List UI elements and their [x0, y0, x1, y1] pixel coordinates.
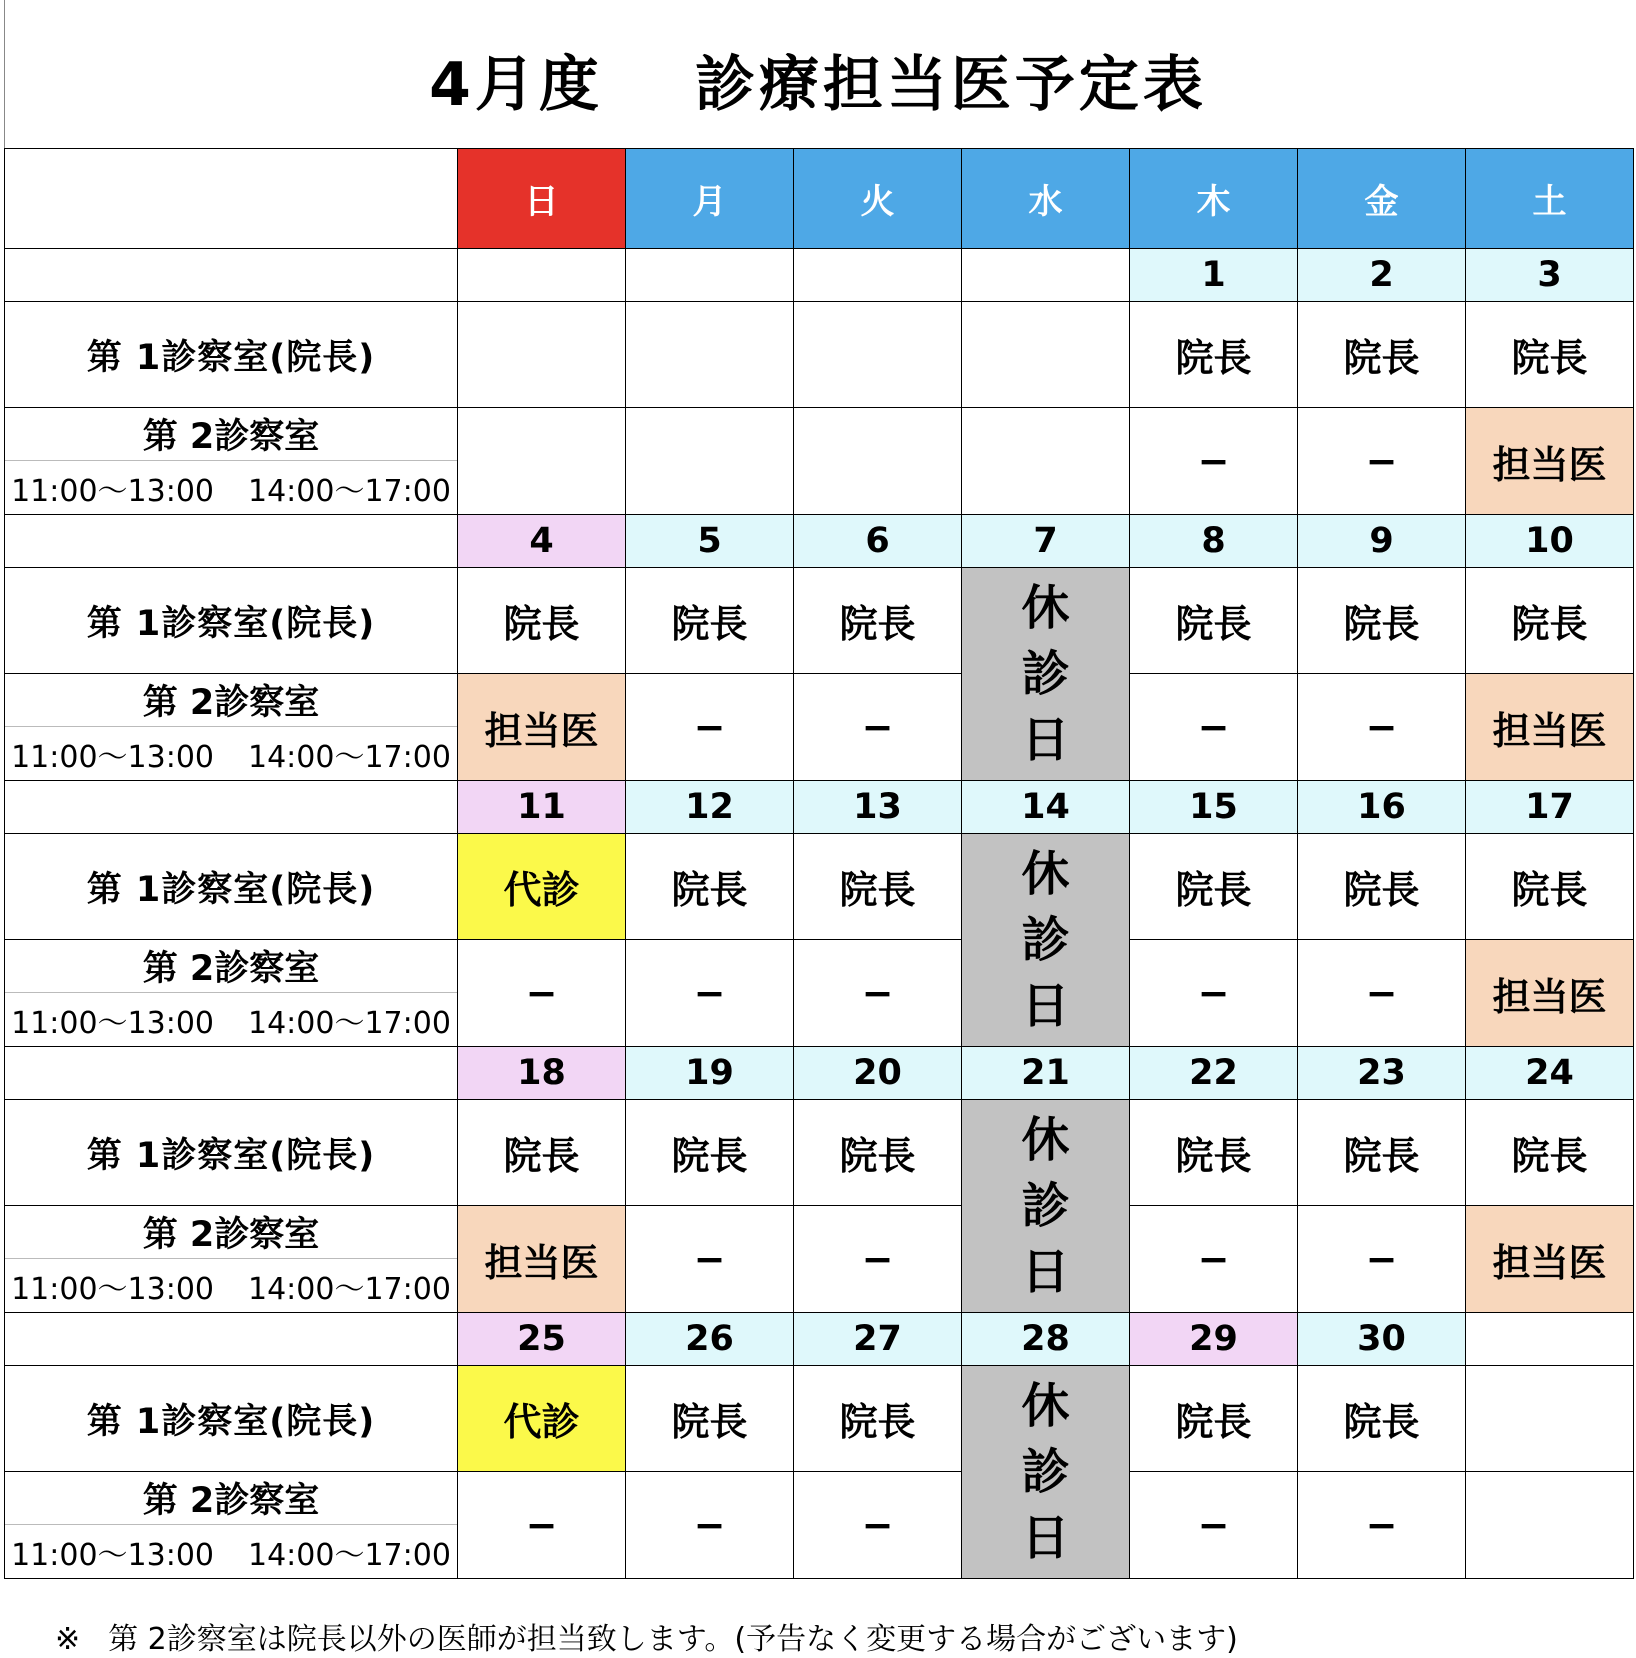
room2-cell: − [1298, 408, 1466, 515]
room2-cell: − [794, 940, 962, 1047]
room2-cell [458, 408, 626, 515]
room2-cell: − [1130, 674, 1298, 781]
closed-day-char: 休 [1021, 1378, 1070, 1434]
room2-cell: − [626, 940, 794, 1047]
date-cell [1466, 1313, 1634, 1366]
closed-day-char: 診 [1021, 1178, 1070, 1234]
date-cell [458, 249, 626, 302]
hours-pm: 14:00〜17:00 [248, 1005, 451, 1041]
date-cell: 17 [1466, 781, 1634, 834]
date-cell: 24 [1466, 1047, 1634, 1100]
room2-cell: − [794, 1206, 962, 1313]
room2-hours [5, 1525, 457, 1578]
room2-cell: − [626, 674, 794, 781]
footnote-text: 第 2診察室は院長以外の医師が担当致します。(予告なく変更する場合がございます) [108, 1622, 1238, 1657]
room2-label [5, 408, 458, 515]
room2-cell: − [1298, 940, 1466, 1047]
closed-day-char: 休 [1021, 846, 1070, 902]
room1-cell: 院長 [1298, 568, 1466, 674]
title-month: 4月度 [429, 50, 603, 120]
room2-name: 第 2診察室 [5, 940, 457, 993]
room1-label: 第 1診察室(院長) [5, 834, 458, 940]
room2-cell: − [1130, 1206, 1298, 1313]
room2-cell: 担当医 [1466, 1206, 1634, 1313]
date-cell: 28 [962, 1313, 1130, 1366]
footnote [55, 1614, 1238, 1658]
room1-cell [962, 302, 1130, 408]
hours-pm: 14:00〜17:00 [248, 1537, 451, 1573]
weekday-header-sat: 土 [1466, 149, 1634, 249]
room2-cell: − [458, 1472, 626, 1579]
closed-day-char: 休 [1021, 1112, 1070, 1168]
room1-cell: 院長 [1298, 302, 1466, 408]
room2-cell: 担当医 [1466, 940, 1634, 1047]
weekday-header-wed: 水 [962, 149, 1130, 249]
hours-pm: 14:00〜17:00 [248, 473, 451, 509]
weekday-header-fri: 金 [1298, 149, 1466, 249]
room1-cell: 院長 [626, 834, 794, 940]
room2-label [5, 1206, 458, 1313]
weekday-header-mon: 月 [626, 149, 794, 249]
room1-cell: 院長 [1298, 1366, 1466, 1472]
room1-label: 第 1診察室(院長) [5, 302, 458, 408]
closed-day-char: 休 [1021, 580, 1070, 636]
room1-cell: 院長 [1466, 302, 1634, 408]
closed-day-char: 診 [1021, 1444, 1070, 1500]
date-cell: 6 [794, 515, 962, 568]
room1-cell: 院長 [626, 1366, 794, 1472]
room2-cell: − [1130, 408, 1298, 515]
date-cell: 25 [458, 1313, 626, 1366]
closed-day-char: 日 [1021, 1244, 1070, 1300]
hours-am: 11:00〜13:00 [11, 473, 214, 509]
room2-cell: − [1130, 1472, 1298, 1579]
room1-cell: 院長 [1298, 834, 1466, 940]
closed-day-cell [962, 1366, 1130, 1579]
date-cell: 12 [626, 781, 794, 834]
schedule-table [4, 148, 1634, 1579]
room1-cell: 院長 [1466, 1100, 1634, 1206]
date-cell [794, 249, 962, 302]
room2-cell [1466, 1472, 1634, 1579]
room2-cell: − [458, 940, 626, 1047]
room1-cell: 院長 [794, 1366, 962, 1472]
date-row-label [5, 515, 458, 568]
room1-cell: 院長 [1466, 834, 1634, 940]
room2-label [5, 940, 458, 1047]
date-cell: 16 [1298, 781, 1466, 834]
weekday-header-tue: 火 [794, 149, 962, 249]
date-cell: 5 [626, 515, 794, 568]
room1-cell [626, 302, 794, 408]
date-cell: 8 [1130, 515, 1298, 568]
room2-cell [962, 408, 1130, 515]
room2-cell [794, 408, 962, 515]
date-cell: 20 [794, 1047, 962, 1100]
weekday-header-sun: 日 [458, 149, 626, 249]
date-cell: 30 [1298, 1313, 1466, 1366]
room2-name: 第 2診察室 [5, 674, 457, 727]
room2-cell: 担当医 [458, 1206, 626, 1313]
room1-label: 第 1診察室(院長) [5, 1100, 458, 1206]
date-cell: 9 [1298, 515, 1466, 568]
hours-am: 11:00〜13:00 [11, 1005, 214, 1041]
weekday-header-thu: 木 [1130, 149, 1298, 249]
room2-name: 第 2診察室 [5, 1206, 457, 1259]
room1-cell: 院長 [458, 1100, 626, 1206]
room2-hours [5, 727, 457, 780]
date-cell: 7 [962, 515, 1130, 568]
room1-cell: 院長 [1466, 568, 1634, 674]
closed-day-char: 診 [1021, 912, 1070, 968]
closed-day-cell [962, 1100, 1130, 1313]
date-cell: 4 [458, 515, 626, 568]
room1-cell [794, 302, 962, 408]
room1-cell: 院長 [794, 568, 962, 674]
page-title [0, 30, 1636, 130]
room2-name: 第 2診察室 [5, 408, 457, 461]
room2-cell: − [626, 1472, 794, 1579]
room1-cell [458, 302, 626, 408]
room2-name: 第 2診察室 [5, 1472, 457, 1525]
closed-day-char: 診 [1021, 646, 1070, 702]
date-cell [626, 249, 794, 302]
room2-cell: − [794, 674, 962, 781]
date-cell: 19 [626, 1047, 794, 1100]
room2-cell: − [1298, 1206, 1466, 1313]
room1-cell: 院長 [1130, 834, 1298, 940]
room1-label: 第 1診察室(院長) [5, 1366, 458, 1472]
date-row-label [5, 1047, 458, 1100]
date-cell: 23 [1298, 1047, 1466, 1100]
date-cell: 13 [794, 781, 962, 834]
room2-hours [5, 461, 457, 514]
date-cell: 15 [1130, 781, 1298, 834]
date-row-label [5, 781, 458, 834]
room1-cell: 院長 [1130, 568, 1298, 674]
date-cell: 11 [458, 781, 626, 834]
date-cell: 14 [962, 781, 1130, 834]
room1-cell: 院長 [1298, 1100, 1466, 1206]
hours-pm: 14:00〜17:00 [248, 1271, 451, 1307]
closed-day-char: 日 [1021, 712, 1070, 768]
room1-cell: 院長 [1130, 302, 1298, 408]
room1-cell [1466, 1366, 1634, 1472]
hours-pm: 14:00〜17:00 [248, 739, 451, 775]
date-cell: 27 [794, 1313, 962, 1366]
room2-cell [626, 408, 794, 515]
room2-cell: 担当医 [1466, 408, 1634, 515]
room2-cell: − [794, 1472, 962, 1579]
room1-cell: 院長 [1130, 1100, 1298, 1206]
hours-am: 11:00〜13:00 [11, 1271, 214, 1307]
date-cell: 22 [1130, 1047, 1298, 1100]
header-corner [5, 149, 458, 249]
hours-am: 11:00〜13:00 [11, 1537, 214, 1573]
room1-label: 第 1診察室(院長) [5, 568, 458, 674]
room2-label [5, 674, 458, 781]
footnote-mark: ※ [55, 1622, 81, 1657]
room1-cell: 院長 [1130, 1366, 1298, 1472]
hours-am: 11:00〜13:00 [11, 739, 214, 775]
room1-cell: 院長 [458, 568, 626, 674]
closed-day-cell [962, 834, 1130, 1047]
date-cell: 29 [1130, 1313, 1298, 1366]
room1-cell: 代診 [458, 1366, 626, 1472]
room1-cell: 院長 [794, 1100, 962, 1206]
date-cell: 21 [962, 1047, 1130, 1100]
closed-day-char: 日 [1021, 978, 1070, 1034]
title-text: 診療担当医予定表 [694, 50, 1207, 120]
date-cell: 10 [1466, 515, 1634, 568]
date-cell: 3 [1466, 249, 1634, 302]
room1-cell: 院長 [794, 834, 962, 940]
closed-day-char: 日 [1021, 1510, 1070, 1566]
room1-cell: 代診 [458, 834, 626, 940]
room2-cell: 担当医 [1466, 674, 1634, 781]
room2-label [5, 1472, 458, 1579]
room1-cell: 院長 [626, 1100, 794, 1206]
room2-cell: 担当医 [458, 674, 626, 781]
room1-cell: 院長 [626, 568, 794, 674]
date-row-label [5, 1313, 458, 1366]
room2-hours [5, 993, 457, 1046]
date-cell [962, 249, 1130, 302]
date-cell: 18 [458, 1047, 626, 1100]
room2-hours [5, 1259, 457, 1312]
date-cell: 2 [1298, 249, 1466, 302]
date-cell: 1 [1130, 249, 1298, 302]
date-row-label [5, 249, 458, 302]
room2-cell: − [1298, 674, 1466, 781]
room2-cell: − [1298, 1472, 1466, 1579]
date-cell: 26 [626, 1313, 794, 1366]
closed-day-cell [962, 568, 1130, 781]
room2-cell: − [1130, 940, 1298, 1047]
room2-cell: − [626, 1206, 794, 1313]
